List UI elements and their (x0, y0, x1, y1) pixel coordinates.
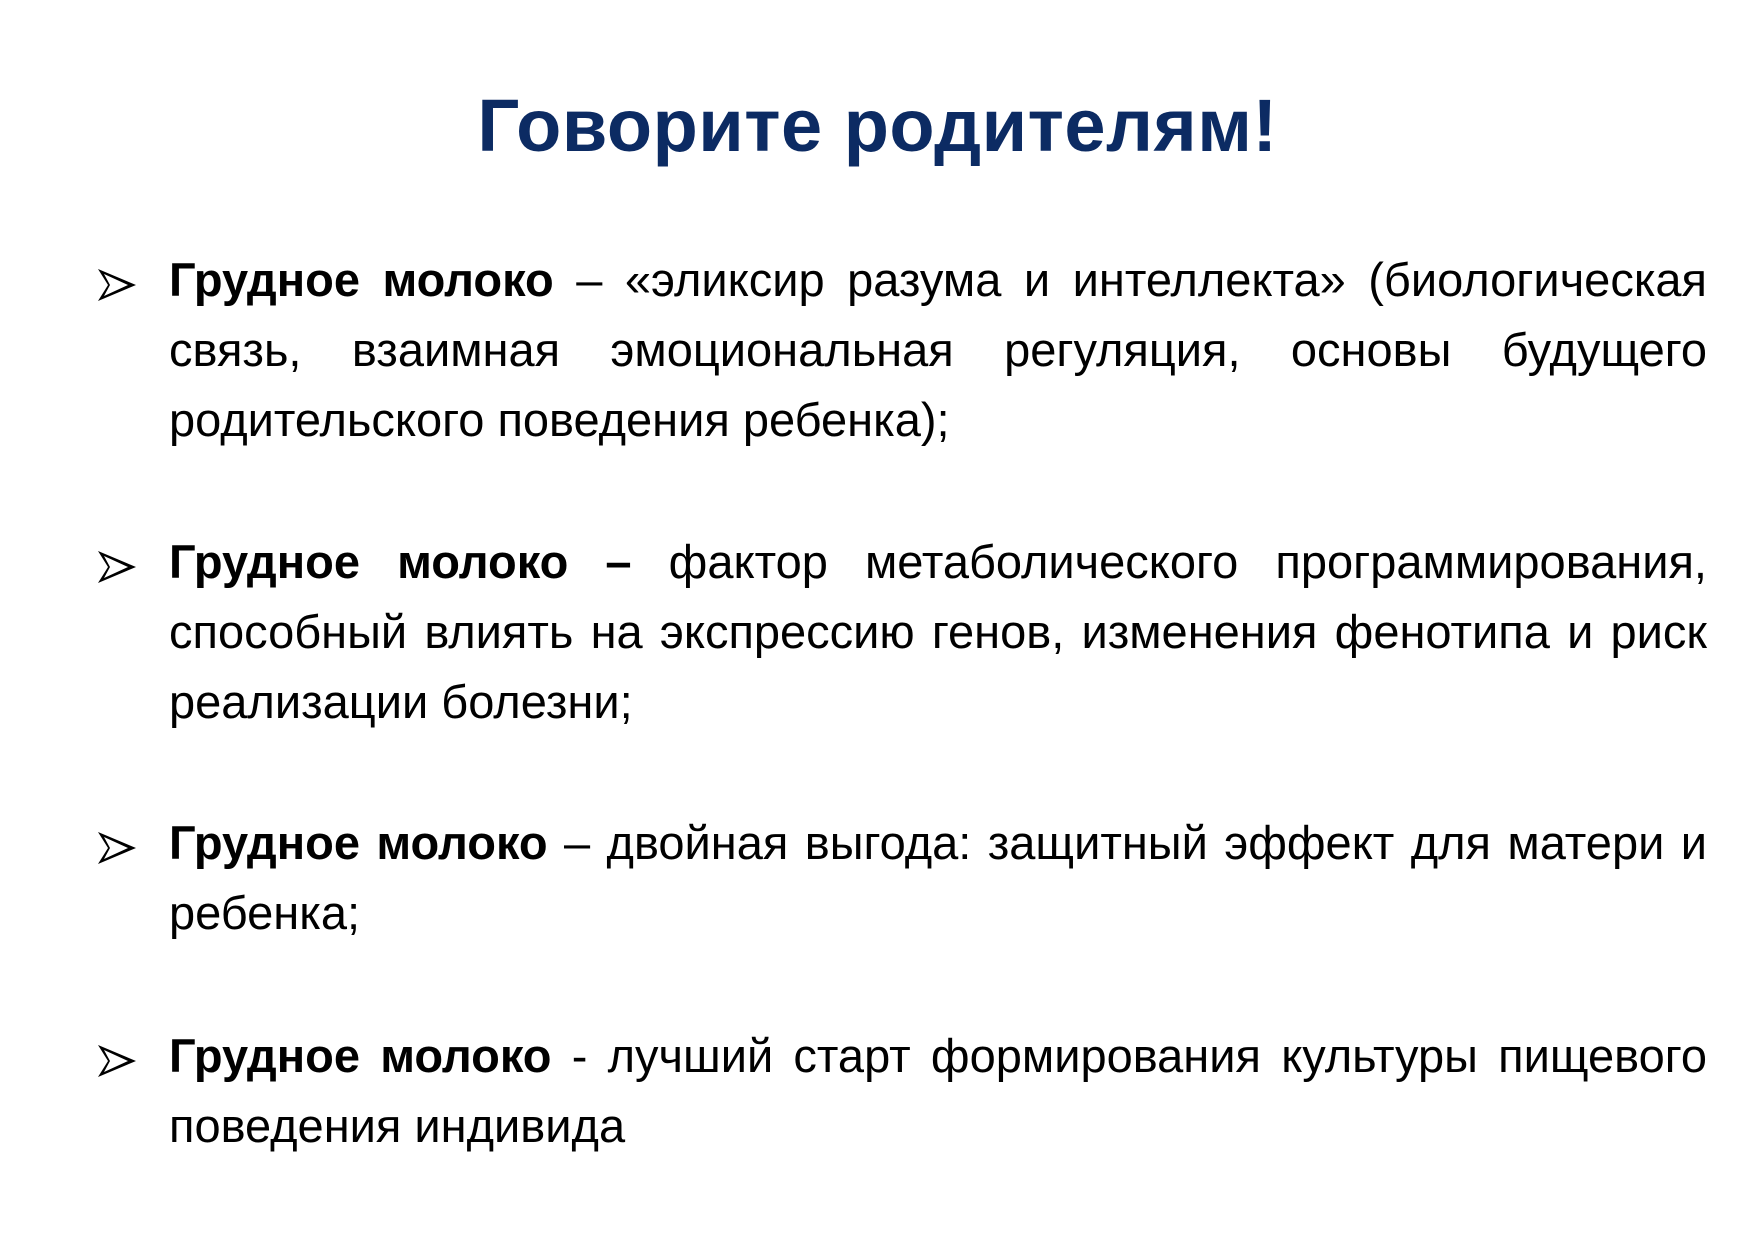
bullet-body: - лучший старт формирования культуры пищевого поведения индивида (169, 1029, 1707, 1152)
arrowhead-bullet-icon (96, 830, 138, 866)
arrowhead-bullet-icon (96, 1043, 138, 1079)
bullet-lead: Грудное молоко (169, 1029, 552, 1082)
arrowhead-bullet-icon (96, 267, 138, 303)
bullet-lead: Грудное молоко (169, 253, 554, 306)
bullet-text (169, 245, 1707, 455)
bullet-text (169, 1021, 1707, 1161)
bullet-body: фактор метаболического программирования, способный влиять на экспрессию генов, изменения фенотипа и риск реализации болезни; (169, 535, 1707, 728)
bullet-text (169, 527, 1707, 737)
bullet-lead: Грудное молоко (169, 816, 548, 869)
bullet-body: – «эликсир разума и интеллекта» (биологическая связь, взаимная эмоциональная регуляция, основы будущего родительского поведения ребенка); (169, 253, 1708, 446)
bullet-lead: Грудное молоко – (169, 535, 632, 588)
bullet-list (96, 0, 1716, 1241)
arrowhead-bullet-icon (96, 549, 138, 585)
bullet-text (169, 808, 1707, 948)
bullet-body: – двойная выгода: защитный эффект для матери и ребенка; (169, 816, 1707, 939)
slide-title: Говорите родителям! (477, 84, 1278, 167)
